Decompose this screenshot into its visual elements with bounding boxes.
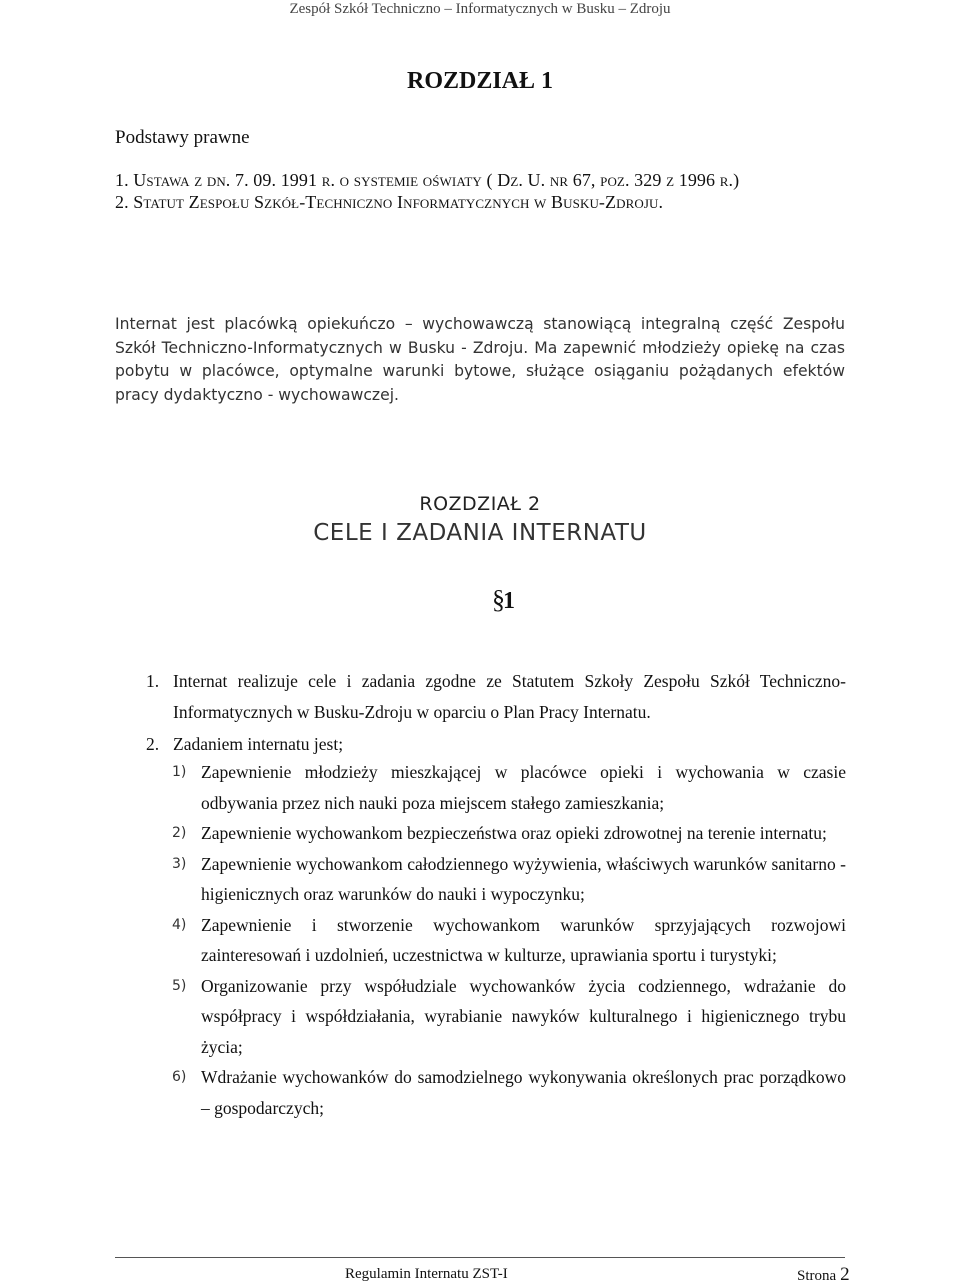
point-number: 1. [146,671,160,691]
footer-document-title: Regulamin Internatu ZST-I [345,1266,508,1282]
task-list [172,757,846,1123]
chapter-2-title: ROZDZIAŁ 2 [419,493,541,515]
task-text: Zapewnienie wychowankom całodziennego wyżywienia, właściwych warunków sanitarno - higienicznych oraz warunków do nauki i wypoczynku; [201,853,846,904]
task-text: Zapewnienie i stworzenie wychowankom warunków sprzyjających rozwojowi zainteresowań i uzdolnień, uczestnictwa w kulturze, uprawiania sportu i turystyki; [201,914,846,965]
chapter-2-subtitle: CELE I ZADANIA INTERNATU [313,520,647,546]
intro-paragraph: Internat jest placówką opiekuńczo – wychowawczą stanowiącą integralną część Zespołu Szkół Techniczno-Informatycznych w Busku - Zdroju. Ma zapewnić młodzieży opiekę na czas pobytu w placówce, optymalne warunki bytowe, służące osiąganiu pożądanych efektów pracy dydaktyczno - wychowawczej. [115,315,845,404]
footer-page-indicator [797,1264,850,1286]
point-number: 2. [146,734,160,754]
task-number: 4) [172,916,187,933]
task-number: 3) [172,855,187,872]
task-text: Zapewnienie wychowankom bezpieczeństwa oraz opieki zdrowotnej na terenie internatu; [201,823,827,843]
numbered-point [146,666,846,727]
task-item [172,849,846,910]
task-number: 5) [172,977,187,994]
task-text: Organizowanie przy współudziale wychowanków życia codziennego, wdrażanie do współpracy i współdziałania, wyrabianie nawyków kulturalnego i higienicznego trybu życia; [201,975,846,1057]
task-item [172,757,846,818]
page-label: Strona [797,1268,837,1284]
task-item [172,910,846,971]
task-item [172,971,846,1063]
page-header: Zespół Szkół Techniczno – Informatycznych w Busku – Zdroju [289,1,671,17]
task-number: 6) [172,1069,187,1085]
task-item [172,818,846,849]
page-number: 2 [840,1264,850,1285]
task-number: 1) [172,764,187,780]
chapter-1-title: ROZDZIAŁ 1 [406,68,554,94]
legal-basis-item: 1. Ustawa z dn. 7. 09. 1991 r. o systemie oświaty ( Dz. U. nr 67, poz. 329 z 1996 r.) [115,170,740,190]
task-item [172,1062,846,1123]
numbered-point [146,729,846,760]
task-text: Zapewnienie młodzieży mieszkającej w placówce opieki i wychowania w czasie odbywania przez nich nauki poza miejscem stałego zamieszkania; [201,762,846,813]
task-text: Wdrażanie wychowanków do samodzielnego wykonywania określonych prac porządkowo – gospodarczych; [201,1067,846,1118]
paragraph-number: 1 [503,588,515,614]
legal-basis-item: 2. Statut Zespołu Szkół-Techniczno Informatycznych w Busku-Zdroju. [115,192,664,212]
legal-basis-heading: Podstawy prawne [115,127,250,148]
point-text: Internat realizuje cele i zadania zgodne ze Statutem Szkoły Zespołu Szkół Techniczno-Informatycznych w Busku-Zdroju w oparciu o Plan Pracy Internatu. [173,671,846,722]
task-number: 2) [172,825,187,841]
section-sign: § [492,585,505,614]
paragraph-marker [492,585,515,615]
footer-divider [115,1257,845,1258]
point-text: Zadaniem internatu jest; [173,734,344,754]
